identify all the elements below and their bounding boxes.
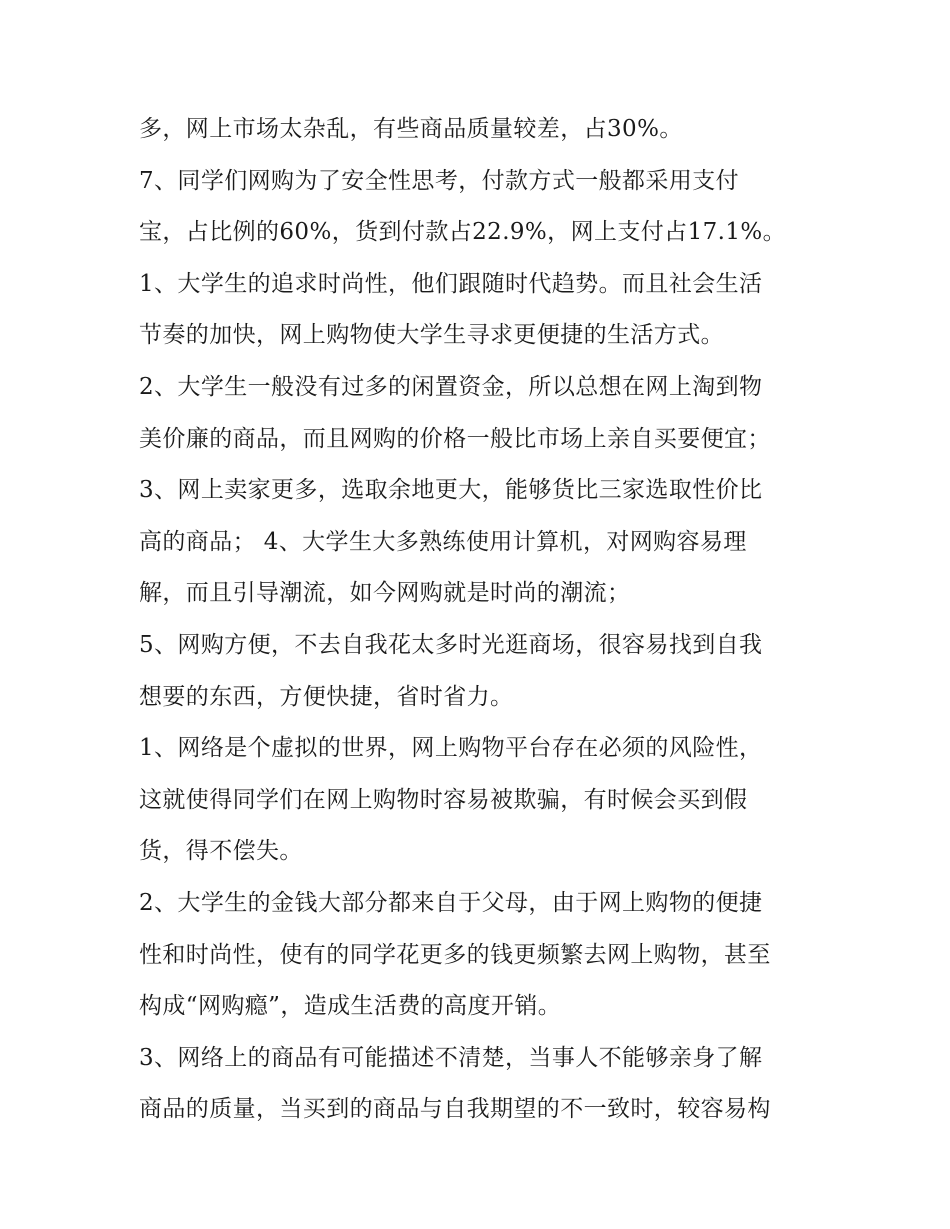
document-body bbox=[139, 104, 829, 1136]
text-line: 想要的东西，方便快捷，省时省力。 bbox=[139, 683, 514, 710]
text-line: 2、大学生的金钱大部分都来自于父母，由于网上购物的便捷 bbox=[139, 889, 763, 916]
text-line: 5、网购方便，不去自我花太多时光逛商场，很容易找到自我 bbox=[139, 631, 763, 658]
text-line: 3、网络上的商品有可能描述不清楚，当事人不能够亲身了解 bbox=[139, 1044, 763, 1071]
text-line: 多，网上市场太杂乱，有些商品质量较差，占30%。 bbox=[139, 116, 683, 142]
text-line: 这就使得同学们在网上购物时容易被欺骗，有时候会买到假 bbox=[139, 786, 748, 813]
text-line: 构成“网购瘾”，造成生活费的高度开销。 bbox=[139, 993, 562, 1020]
text-line: 货，得不偿失。 bbox=[139, 838, 303, 865]
text-line: 宝，占比例的60%，货到付款占22.9%，网上支付占17.1%。 bbox=[139, 219, 787, 246]
text-line: 性和时尚性，使有的同学花更多的钱更频繁去网上购物，甚至 bbox=[139, 941, 771, 968]
text-line: 商品的质量，当买到的商品与自我期望的不一致时，较容易构 bbox=[139, 1096, 771, 1123]
text-line: 1、大学生的追求时尚性，他们跟随时代趋势。而且社会生活 bbox=[139, 270, 763, 297]
text-line: 1、网络是个虚拟的世界，网上购物平台存在必须的风险性， bbox=[139, 735, 763, 762]
text-line: 3、网上卖家更多，选取余地更大，能够货比三家选取性价比 bbox=[139, 477, 763, 504]
text-line: 解，而且引导潮流，如今网购就是时尚的潮流； bbox=[139, 580, 631, 607]
text-line: 节奏的加快，网上购物使大学生寻求更便捷的生活方式。 bbox=[139, 322, 724, 349]
text-line: 美价廉的商品，而且网购的价格一般比市场上亲自买要便宜； bbox=[139, 425, 771, 452]
text-line: 7、同学们网购为了安全性思考，付款方式一般都采用支付 bbox=[139, 167, 740, 194]
text-line: 高的商品； 4、大学生大多熟练使用计算机，对网购容易理 bbox=[139, 528, 747, 555]
text-line: 2、大学生一般没有过多的闲置资金，所以总想在网上淘到物 bbox=[139, 373, 763, 400]
